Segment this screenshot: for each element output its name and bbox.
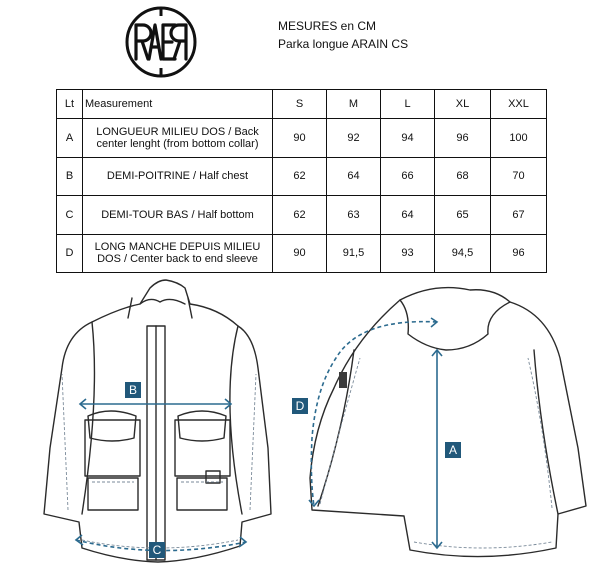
brand-logo bbox=[118, 4, 204, 80]
value-cell: 67 bbox=[491, 196, 547, 235]
value-cell: 91,5 bbox=[327, 234, 381, 273]
value-cell: 62 bbox=[273, 196, 327, 235]
table-row bbox=[57, 119, 547, 158]
callout-d bbox=[292, 398, 308, 414]
col-header-letter: Lt bbox=[57, 90, 83, 119]
row-letter: D bbox=[57, 234, 83, 273]
product-name: Parka longue ARAIN CS bbox=[278, 37, 409, 51]
row-letter: C bbox=[57, 196, 83, 235]
row-description bbox=[83, 119, 273, 158]
parka-back-drawing bbox=[310, 288, 586, 557]
garment-drawings bbox=[0, 278, 603, 581]
value-cell: 63 bbox=[327, 196, 381, 235]
description-line: DOS / Center back to end sleeve bbox=[97, 253, 258, 266]
value-cell: 70 bbox=[491, 157, 547, 196]
col-header-size-l: L bbox=[381, 90, 435, 119]
row-description: DEMI-POITRINE / Half chest bbox=[83, 157, 273, 196]
value-cell: 90 bbox=[273, 234, 327, 273]
value-cell: 62 bbox=[273, 157, 327, 196]
description-line: LONGUEUR MILIEU DOS / Back bbox=[96, 125, 259, 138]
description-line: LONG MANCHE DEPUIS MILIEU bbox=[94, 241, 261, 254]
table-row bbox=[57, 234, 547, 273]
table-row bbox=[57, 196, 547, 235]
value-cell: 65 bbox=[435, 196, 491, 235]
value-cell: 64 bbox=[327, 157, 381, 196]
callout-c-label: C bbox=[152, 543, 162, 557]
table-row bbox=[57, 157, 547, 196]
callout-b bbox=[125, 382, 141, 398]
measures-unit-title: MESURES en CM bbox=[278, 19, 377, 33]
callout-b-label: B bbox=[128, 383, 138, 397]
callout-a-label: A bbox=[448, 443, 458, 457]
row-description: DEMI-TOUR BAS / Half bottom bbox=[83, 196, 273, 235]
col-header-size-xxl: XXL bbox=[491, 90, 547, 119]
size-chart-table bbox=[56, 89, 547, 273]
value-cell: 94 bbox=[381, 119, 435, 158]
col-header-size-xl: XL bbox=[435, 90, 491, 119]
callout-a bbox=[445, 442, 461, 458]
value-cell: 93 bbox=[381, 234, 435, 273]
value-cell: 66 bbox=[381, 157, 435, 196]
value-cell: 96 bbox=[491, 234, 547, 273]
col-header-size-s: S bbox=[273, 90, 327, 119]
value-cell: 100 bbox=[491, 119, 547, 158]
value-cell: 64 bbox=[381, 196, 435, 235]
col-header-size-m: M bbox=[327, 90, 381, 119]
row-letter: B bbox=[57, 157, 83, 196]
row-letter: A bbox=[57, 119, 83, 158]
callout-d-label: D bbox=[295, 399, 305, 413]
callout-c bbox=[149, 542, 165, 558]
row-description bbox=[83, 234, 273, 273]
value-cell: 94,5 bbox=[435, 234, 491, 273]
value-cell: 92 bbox=[327, 119, 381, 158]
value-cell: 90 bbox=[273, 119, 327, 158]
description-line: center lenght (from bottom collar) bbox=[96, 137, 259, 150]
col-header-measurement: Measurement bbox=[83, 90, 273, 119]
parka-front-drawing bbox=[44, 280, 271, 562]
value-cell: 68 bbox=[435, 157, 491, 196]
value-cell: 96 bbox=[435, 119, 491, 158]
sleeve-length-line bbox=[311, 322, 437, 506]
table-header-row bbox=[57, 90, 547, 119]
